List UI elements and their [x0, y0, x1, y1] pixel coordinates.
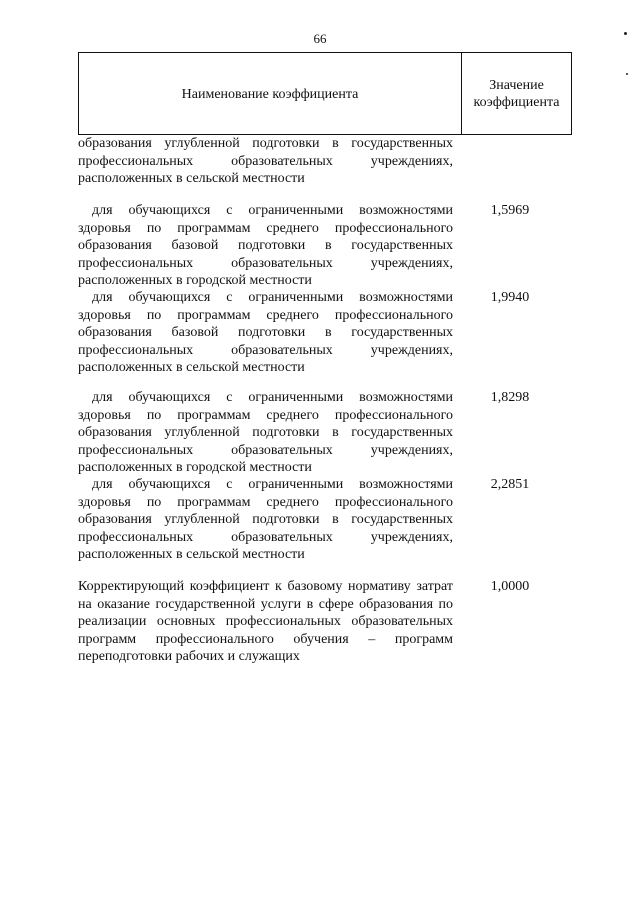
coefficient-value: 1,5969: [490, 203, 530, 218]
coefficient-value: 1,0000: [490, 579, 530, 594]
coefficient-name: для обучающихся с ограниченными возможностями здоровья по программам среднего профессионального образования базовой подготовки в государственных профессиональных образовательных учреждениях, расположенных в сельской местности: [78, 290, 453, 376]
coefficient-name: для обучающихся с ограниченными возможностями здоровья по программам среднего профессионального образования углубленной подготовки в государственных профессиональных образовательных учреждениях, расположенных в сельской местности: [78, 477, 453, 563]
column-header-value-line1: Значение: [489, 77, 544, 93]
coefficient-name: Корректирующий коэффициент к базовому нормативу затрат на оказание государственной услуги в сфере образования по реализации основных профессиональных образовательных программ профессионального обучения – программ переподготовки рабочих и служащих: [78, 579, 453, 665]
scan-speck: [626, 73, 628, 75]
column-header-value-line2: коэффициента: [473, 94, 560, 110]
column-header-value: [462, 53, 571, 134]
page-number: 66: [313, 31, 327, 46]
coefficient-value: 1,8298: [490, 390, 530, 405]
coefficient-name: для обучающихся с ограниченными возможностями здоровья по программам среднего профессионального образования базовой подготовки в государственных профессиональных образовательных учреждениях, расположенных в городской местности: [78, 203, 453, 289]
column-header-name: Наименование коэффициента: [79, 53, 462, 134]
scan-speck: [624, 32, 627, 35]
coefficient-name: образования углубленной подготовки в государственных профессиональных образовательных учреждениях, расположенных в сельской местности: [78, 136, 453, 187]
table-header: [78, 52, 572, 135]
coefficient-value: 2,2851: [490, 477, 530, 492]
coefficient-value: 1,9940: [490, 290, 530, 305]
coefficient-name: для обучающихся с ограниченными возможностями здоровья по программам среднего профессионального образования углубленной подготовки в государственных профессиональных образовательных учреждениях, расположенных в городской местности: [78, 390, 453, 476]
